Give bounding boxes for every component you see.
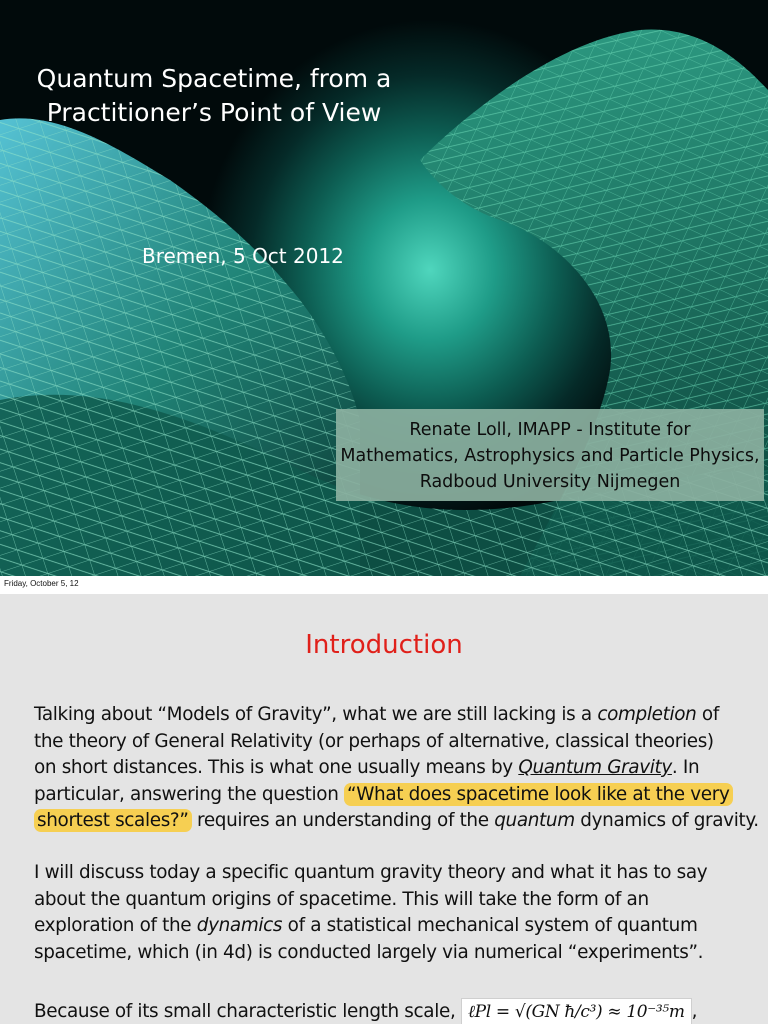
event-date: Bremen, 5 Oct 2012 (142, 244, 344, 268)
p1-emphasis-quantum: quantum (494, 810, 575, 831)
slide-title-line-2: Practitioner’s Point of View (46, 98, 382, 127)
highlighted-question-part-2: shortest scales?” (34, 809, 192, 832)
paragraph-3 (34, 998, 754, 1024)
p1-line-3 (34, 755, 754, 782)
highlighted-question-part-1: “What does spacetime look like at the very (344, 783, 733, 806)
p2-line-3 (34, 913, 754, 940)
p1-text: requires an understanding of the (191, 810, 495, 831)
author-line-2: Mathematics, Astrophysics and Particle Physics, (340, 446, 760, 466)
p1-text: Talking about “Models of Gravity”, what we are still lacking is a (34, 704, 598, 725)
p1-line-2: the theory of General Relativity (or perhaps of alternative, classical theories) (34, 730, 714, 752)
p1-line-4 (34, 782, 754, 809)
p2-emphasis-dynamics: dynamics (196, 915, 283, 936)
p3-text: Because of its small characteristic length scale, (34, 1001, 456, 1022)
author-line-1: Renate Loll, IMAPP - Institute for (409, 420, 691, 440)
section-title: Introduction (305, 630, 463, 660)
author-line-3: Radboud University Nijmegen (419, 472, 681, 492)
quantum-gravity-link[interactable]: Quantum Gravity (518, 757, 672, 778)
p3-line-1 (34, 998, 754, 1024)
p1-line-1 (34, 702, 754, 729)
p1-emphasis-completion: completion (597, 704, 697, 725)
paragraph-1 (34, 702, 759, 835)
introduction-slide (0, 594, 768, 1024)
p3-trailing: , (691, 1001, 698, 1022)
p2-line-2: about the quantum origins of spacetime. This will take the form of an (34, 888, 649, 910)
p2-text: exploration of the (34, 915, 197, 936)
author-box (336, 409, 764, 501)
slide-title-line-1: Quantum Spacetime, from a (36, 64, 392, 93)
p1-line-5 (34, 808, 759, 835)
slide-footer (0, 576, 768, 594)
p1-text: of (696, 704, 719, 725)
paragraph-2 (34, 860, 754, 966)
p2-text: of a statistical mechanical system of quantum (282, 915, 698, 936)
p1-text: particular, answering the question (34, 783, 345, 805)
p1-text: on short distances. This is what one usually means by (34, 757, 519, 778)
footer-date: Friday, October 5, 12 (4, 579, 79, 588)
p2-line-4: spacetime, which (in 4d) is conducted largely via numerical “experiments”. (34, 941, 704, 963)
p1-text: . In (671, 757, 700, 778)
slide-title (24, 62, 404, 130)
p2-line-1: I will discuss today a specific quantum gravity theory and what it has to say (34, 862, 708, 883)
planck-length-formula: ℓPl = √(GN ħ/c³) ≈ 10⁻³⁵m (461, 998, 692, 1024)
p1-text: dynamics of gravity. (574, 810, 759, 831)
